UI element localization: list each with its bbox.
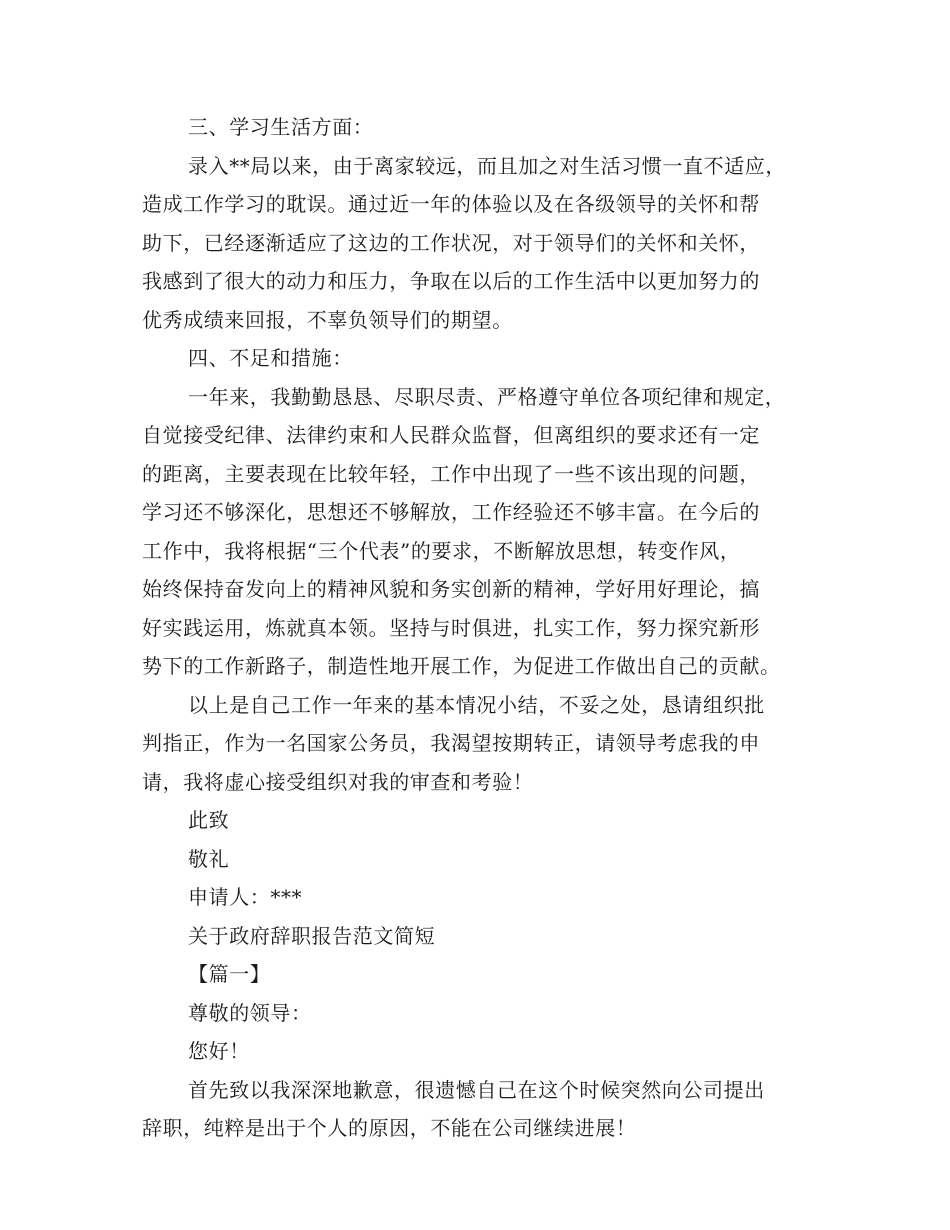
text-line: 关于政府辞职报告范文简短 bbox=[188, 923, 436, 948]
text-line: 此致 bbox=[188, 808, 230, 832]
text-line: 势下的工作新路子，制造性地开展工作，为促进工作做出自己的贡献。 bbox=[142, 654, 781, 678]
text-line: 的距离，主要表现在比较年轻，工作中出现了一些不该出现的问题， bbox=[142, 461, 760, 486]
text-line: 工作中，我将根据“三个代表”的要求，不断解放思想，转变作风， bbox=[142, 538, 741, 563]
text-line: 申请人：*** bbox=[188, 885, 303, 909]
text-line: 自觉接受纪律、法律约束和人民群众监督，但离组织的要求还有一定 bbox=[142, 423, 760, 447]
text-line: 优秀成绩来回报，不辜负领导们的期望。 bbox=[142, 307, 513, 332]
text-line: 辞职，纯粹是出于个人的原因，不能在公司继续进展！ bbox=[142, 1116, 637, 1140]
text-line: 我感到了很大的动力和压力，争取在以后的工作生活中以更加努力的 bbox=[142, 269, 760, 293]
document-body bbox=[142, 108, 810, 1148]
text-line: 三、学习生活方面： bbox=[188, 115, 374, 139]
text-line: 始终保持奋发向上的精神风貌和务实创新的精神，学好用好理论，搞 bbox=[142, 577, 760, 601]
text-line: 四、不足和措施： bbox=[188, 346, 353, 370]
text-line: 首先致以我深深地歉意，很遗憾自己在这个时候突然向公司提出 bbox=[188, 1077, 765, 1102]
text-line: 一年来，我勤勤恳恳、尽职尽责、严格遵守单位各项纪律和规定， bbox=[188, 384, 786, 409]
text-line: 录入**局以来，由于离家较远，而且加之对生活习惯一直不适应， bbox=[188, 153, 786, 178]
text-line: 判指正，作为一名国家公务员，我渴望按期转正，请领导考虑我的申 bbox=[142, 731, 760, 755]
text-line: 敬礼 bbox=[188, 846, 230, 871]
text-line: 好实践运用，炼就真本领。坚持与时俱进，扎实工作，努力探究新形 bbox=[142, 615, 760, 640]
text-line: 造成工作学习的耽误。通过近一年的体验以及在各级领导的关怀和帮 bbox=[142, 192, 760, 216]
text-line: 请，我将虚心接受组织对我的审查和考验！ bbox=[142, 769, 534, 794]
text-line: 尊敬的领导： bbox=[188, 1000, 312, 1025]
text-line: 【篇一】 bbox=[188, 962, 271, 986]
text-line: 以上是自己工作一年来的基本情况小结，不妥之处，恳请组织批 bbox=[188, 692, 765, 717]
text-line: 助下，已经逐渐适应了这边的工作状况，对于领导们的关怀和关怀， bbox=[142, 230, 760, 255]
text-line: 您好！ bbox=[188, 1039, 250, 1063]
text-line: 学习还不够深化，思想还不够解放，工作经验还不够丰富。在今后的 bbox=[142, 500, 760, 524]
